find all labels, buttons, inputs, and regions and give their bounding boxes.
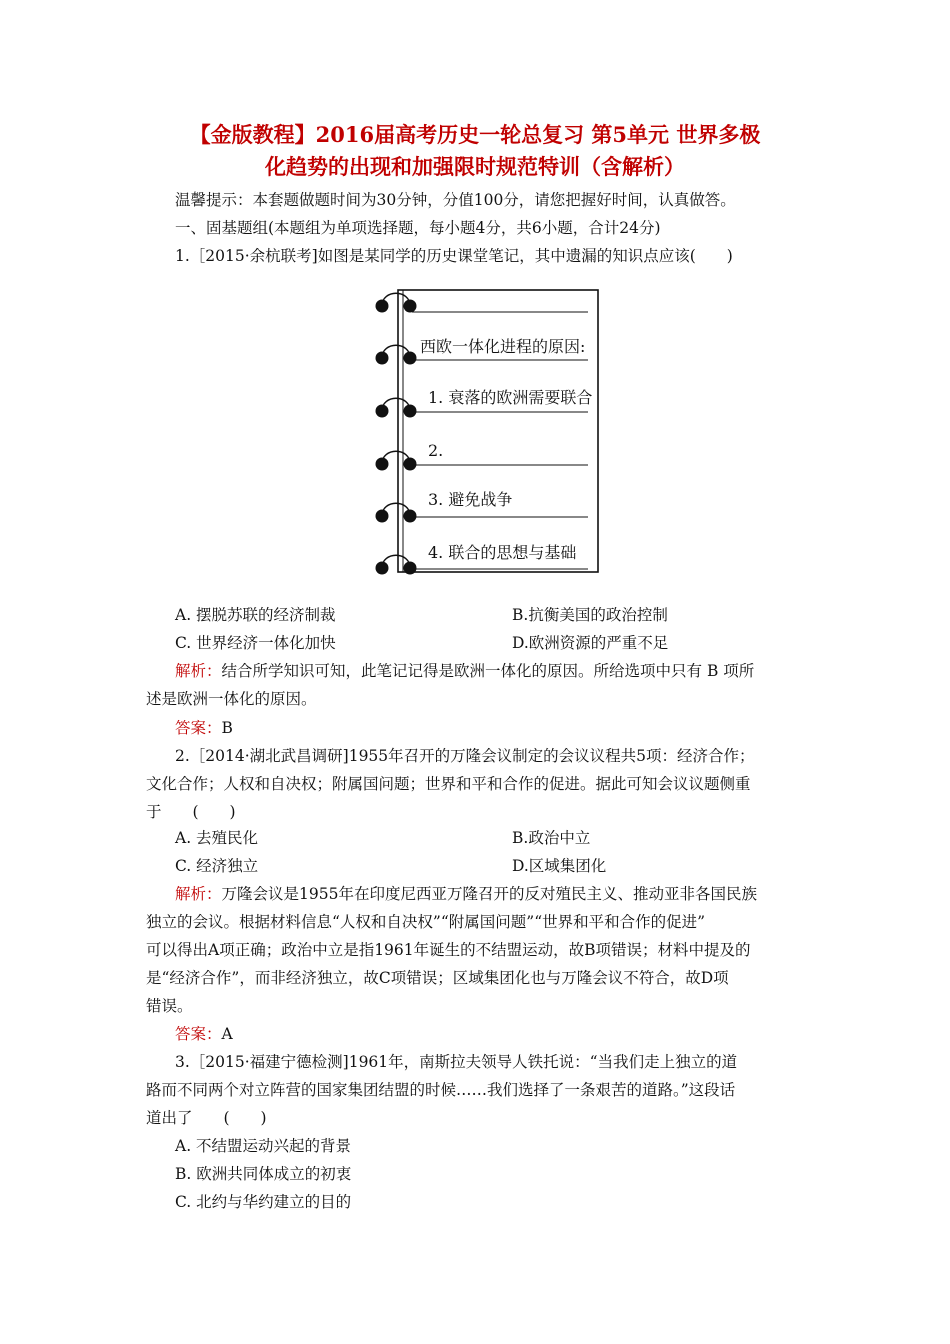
q3-stem-line-3: 道出了 ( ) <box>146 1109 267 1127</box>
q3-option-a: A. 不结盟运动兴起的背景 <box>175 1137 352 1155</box>
q2-stem-line-3: 于 ( ) <box>146 803 236 821</box>
q2-answer-label: 答案： <box>175 1025 222 1043</box>
q2-answer <box>175 1023 233 1045</box>
q2-option-a: A. 去殖民化 <box>175 829 259 847</box>
q2-option-b: B.政治中立 <box>512 829 591 847</box>
q2-analysis-text-1: 万隆会议是1955年在印度尼西亚万隆召开的反对殖民主义、推动亚非各国民族 <box>221 885 757 903</box>
q2-option-d: D.区域集团化 <box>512 857 607 875</box>
q1-answer <box>175 717 233 739</box>
q1-stem: 1.［2015·余杭联考]如图是某同学的历史课堂笔记，其中遗漏的知识点应该( ) <box>175 247 733 265</box>
q1-analysis-text-1: 结合所学知识可知，此笔记记得是欧洲一体化的原因。所给选项中只有 B 项所 <box>221 662 755 680</box>
q2-option-c: C. 经济独立 <box>175 857 259 875</box>
q2-analysis-label: 解析： <box>175 885 222 903</box>
q1-answer-label: 答案： <box>175 719 222 737</box>
q2-analysis-line-4: 是“经济合作”，而非经济独立，故C项错误；区域集团化也与万隆会议不符合，故D项 <box>146 969 729 987</box>
q2-answer-value: A <box>221 1025 233 1043</box>
tip-text: 温馨提示：本套题做题时间为30分钟，分值100分，请您把握好时间，认真做答。 <box>175 191 736 209</box>
document-title-line-2: 化趋势的出现和加强限时规范特训（含解析） <box>265 154 685 179</box>
q2-analysis-line-1 <box>175 883 757 905</box>
notebook-item-3: 3. 避免战争 <box>428 490 513 509</box>
q3-stem-line-2: 路而不同两个对立阵营的国家集团结盟的时候……我们选择了一条艰苦的道路。”这段话 <box>146 1081 736 1099</box>
q1-analysis-line-1 <box>175 660 754 682</box>
notebook-figure <box>370 285 602 575</box>
section-heading: 一、固基题组(本题组为单项选择题，每小题4分，共6小题，合计24分) <box>175 219 661 237</box>
q2-analysis-line-3: 可以得出A项正确；政治中立是指1961年诞生的不结盟运动，故B项错误；材料中提及的 <box>146 941 751 959</box>
notebook-heading: 西欧一体化进程的原因: <box>420 337 586 356</box>
q1-analysis-line-2: 述是欧洲一体化的原因。 <box>146 690 317 708</box>
q3-option-b: B. 欧洲共同体成立的初衷 <box>175 1165 352 1183</box>
q3-option-c: C. 北约与华约建立的目的 <box>175 1193 352 1211</box>
notebook-item-4: 4. 联合的思想与基础 <box>428 543 577 562</box>
notebook-item-2: 2. <box>428 441 444 460</box>
q1-answer-value: B <box>221 719 233 737</box>
q2-stem-line-1: 2.［2014·湖北武昌调研]1955年召开的万隆会议制定的会议议程共5项：经济合作； <box>175 747 755 765</box>
q1-option-b: B.抗衡美国的政治控制 <box>512 606 668 624</box>
notebook-drawing <box>370 285 602 575</box>
notebook-item-1: 1. 衰落的欧洲需要联合 <box>428 388 593 407</box>
q1-option-a: A. 摆脱苏联的经济制裁 <box>175 606 336 624</box>
document-title-line-1: 【金版教程】2016届高考历史一轮总复习 第5单元 世界多极 <box>189 122 761 147</box>
q2-analysis-line-5: 错误。 <box>146 997 193 1015</box>
q2-analysis-line-2: 独立的会议。根据材料信息“人权和自决权”“附属国问题”“世界和平和合作的促进” <box>146 913 706 931</box>
q2-stem-line-2: 文化合作；人权和自决权；附属国问题；世界和平和合作的促进。据此可知会议议题侧重 <box>146 775 751 793</box>
q1-option-d: D.欧洲资源的严重不足 <box>512 634 669 652</box>
q1-analysis-label: 解析： <box>175 662 222 680</box>
q1-option-c: C. 世界经济一体化加快 <box>175 634 336 652</box>
q3-stem-line-1: 3.［2015·福建宁德检测]1961年，南斯拉夫领导人铁托说：“当我们走上独立的道 <box>175 1053 738 1071</box>
